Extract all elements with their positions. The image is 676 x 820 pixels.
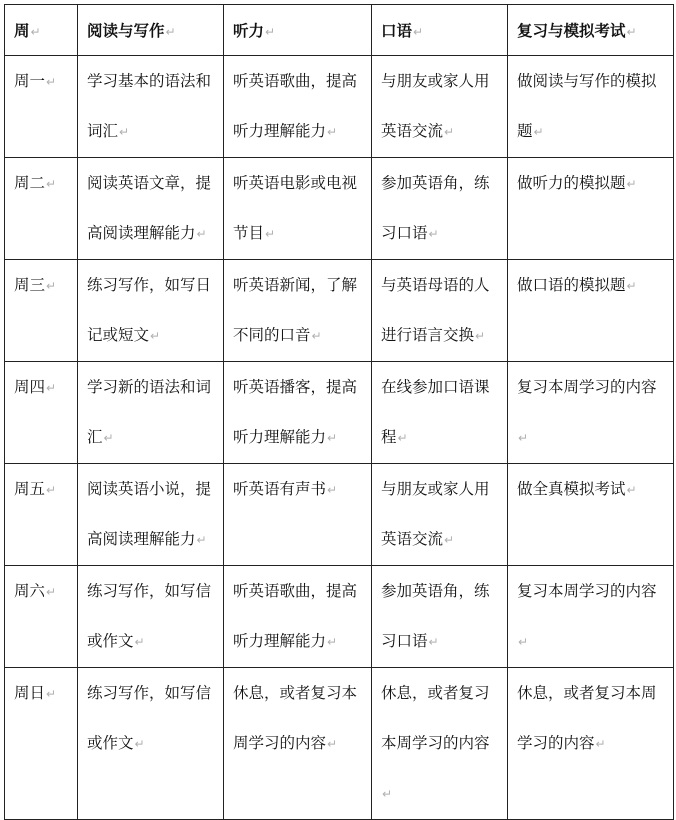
cell-day	[5, 566, 78, 668]
cell-day	[5, 464, 78, 566]
cell-day	[5, 158, 78, 260]
paragraph-mark-icon: ↵	[196, 227, 207, 241]
cell-text: 休息，或者复习本周学习的内容	[517, 684, 657, 752]
cell-text: 做阅读与写作的模拟题	[517, 72, 657, 140]
paragraph-mark-icon: ↵	[196, 533, 207, 547]
cell-text: 学习基本的语法和词汇	[87, 72, 212, 140]
cell-text: 听英语新闻，了解不同的口音	[233, 276, 358, 344]
cell-text: 休息，或者复习本周学习的内容	[381, 684, 490, 752]
cell-text: 听英语歌曲，提高听力理解能力	[233, 72, 358, 140]
cell-listening	[224, 668, 372, 820]
cell-listening	[224, 260, 372, 362]
paragraph-mark-icon: ↵	[413, 25, 424, 39]
paragraph-mark-icon: ↵	[103, 431, 114, 445]
cell-text: 参加英语角，练习口语	[381, 174, 490, 242]
cell-text: 周日	[14, 684, 46, 702]
paragraph-mark-icon: ↵	[626, 279, 637, 293]
paragraph-mark-icon: ↵	[134, 737, 145, 751]
cell-reading-writing	[78, 362, 224, 464]
paragraph-mark-icon: ↵	[327, 431, 338, 445]
cell-text: 复习本周学习的内容	[517, 378, 657, 396]
cell-reading-writing	[78, 158, 224, 260]
paragraph-mark-icon: ↵	[626, 177, 637, 191]
cell-day	[5, 260, 78, 362]
cell-listening	[224, 464, 372, 566]
paragraph-mark-icon: ↵	[119, 125, 130, 139]
cell-review	[508, 158, 674, 260]
header-listening: 听力↵	[224, 5, 372, 56]
cell-text: 做口语的模拟题	[517, 276, 626, 294]
cell-text: 周二	[14, 174, 46, 192]
cell-review	[508, 464, 674, 566]
table-row	[5, 158, 674, 260]
paragraph-mark-icon: ↵	[518, 431, 529, 445]
cell-day	[5, 362, 78, 464]
cell-reading-writing	[78, 464, 224, 566]
cell-listening	[224, 56, 372, 158]
cell-listening	[224, 362, 372, 464]
paragraph-mark-icon: ↵	[397, 431, 408, 445]
cell-speaking	[372, 668, 508, 820]
paragraph-mark-icon: ↵	[265, 227, 276, 241]
cell-text: 休息，或者复习本周学习的内容	[233, 684, 358, 752]
paragraph-mark-icon: ↵	[30, 25, 41, 39]
cell-text: 与英语母语的人进行语言交换	[381, 276, 490, 344]
cell-text: 与朋友或家人用英语交流	[381, 72, 490, 140]
paragraph-mark-icon: ↵	[626, 483, 637, 497]
table-header-row	[5, 5, 674, 56]
cell-reading-writing	[78, 56, 224, 158]
cell-day	[5, 56, 78, 158]
cell-text: 参加英语角，练习口语	[381, 582, 490, 650]
cell-text: 周五	[14, 480, 46, 498]
cell-text: 练习写作，如写日记或短文	[87, 276, 212, 344]
cell-text: 阅读英语小说，提高阅读理解能力	[87, 480, 212, 548]
cell-review	[508, 56, 674, 158]
paragraph-mark-icon: ↵	[327, 125, 338, 139]
paragraph-mark-icon: ↵	[428, 635, 439, 649]
paragraph-mark-icon: ↵	[626, 25, 637, 39]
cell-review	[508, 362, 674, 464]
paragraph-mark-icon: ↵	[46, 687, 57, 701]
cell-text: 学习新的语法和词汇	[87, 378, 212, 446]
table-row	[5, 668, 674, 820]
header-day: 周↵	[5, 5, 78, 56]
cell-text: 听英语电影或电视节目	[233, 174, 358, 242]
header-speaking: 口语↵	[372, 5, 508, 56]
cell-review	[508, 260, 674, 362]
cell-speaking	[372, 566, 508, 668]
cell-text: 练习写作，如写信或作文	[87, 684, 212, 752]
cell-listening	[224, 158, 372, 260]
paragraph-mark-icon: ↵	[595, 737, 606, 751]
paragraph-mark-icon: ↵	[382, 787, 393, 801]
paragraph-mark-icon: ↵	[46, 483, 57, 497]
cell-review	[508, 566, 674, 668]
paragraph-mark-icon: ↵	[475, 329, 486, 343]
paragraph-mark-icon: ↵	[46, 585, 57, 599]
paragraph-mark-icon: ↵	[46, 75, 57, 89]
paragraph-mark-icon: ↵	[265, 25, 276, 39]
table-row	[5, 56, 674, 158]
paragraph-mark-icon: ↵	[428, 227, 439, 241]
table-row	[5, 464, 674, 566]
paragraph-mark-icon: ↵	[165, 25, 176, 39]
cell-day	[5, 668, 78, 820]
table-row	[5, 260, 674, 362]
paragraph-mark-icon: ↵	[327, 483, 338, 497]
cell-speaking	[372, 56, 508, 158]
cell-text: 听英语歌曲，提高听力理解能力	[233, 582, 358, 650]
cell-text: 周四	[14, 378, 46, 396]
cell-speaking	[372, 260, 508, 362]
cell-speaking	[372, 158, 508, 260]
cell-reading-writing	[78, 566, 224, 668]
header-review-mock-exam: 复习与模拟考试↵	[508, 5, 674, 56]
paragraph-mark-icon: ↵	[444, 125, 455, 139]
table-row	[5, 566, 674, 668]
cell-text: 阅读英语文章，提高阅读理解能力	[87, 174, 212, 242]
cell-text: 周三	[14, 276, 46, 294]
cell-speaking	[372, 362, 508, 464]
cell-text: 与朋友或家人用英语交流	[381, 480, 490, 548]
cell-text: 练习写作，如写信或作文	[87, 582, 212, 650]
study-schedule-table	[4, 4, 674, 820]
cell-listening	[224, 566, 372, 668]
cell-text: 复习本周学习的内容	[517, 582, 657, 600]
paragraph-mark-icon: ↵	[134, 635, 145, 649]
cell-review	[508, 668, 674, 820]
paragraph-mark-icon: ↵	[444, 533, 455, 547]
cell-reading-writing	[78, 668, 224, 820]
cell-text: 做听力的模拟题	[517, 174, 626, 192]
paragraph-mark-icon: ↵	[327, 635, 338, 649]
cell-speaking	[372, 464, 508, 566]
paragraph-mark-icon: ↵	[311, 329, 322, 343]
cell-text: 听英语播客，提高听力理解能力	[233, 378, 358, 446]
paragraph-mark-icon: ↵	[46, 177, 57, 191]
table-row	[5, 362, 674, 464]
cell-reading-writing	[78, 260, 224, 362]
cell-text: 周一	[14, 72, 46, 90]
header-reading-writing: 阅读与写作↵	[78, 5, 224, 56]
cell-text: 周六	[14, 582, 46, 600]
paragraph-mark-icon: ↵	[46, 381, 57, 395]
paragraph-mark-icon: ↵	[150, 329, 161, 343]
paragraph-mark-icon: ↵	[533, 125, 544, 139]
paragraph-mark-icon: ↵	[518, 635, 529, 649]
paragraph-mark-icon: ↵	[46, 279, 57, 293]
cell-text: 听英语有声书	[233, 480, 327, 498]
cell-text: 在线参加口语课程	[381, 378, 490, 446]
paragraph-mark-icon: ↵	[327, 737, 338, 751]
cell-text: 做全真模拟考试	[517, 480, 626, 498]
